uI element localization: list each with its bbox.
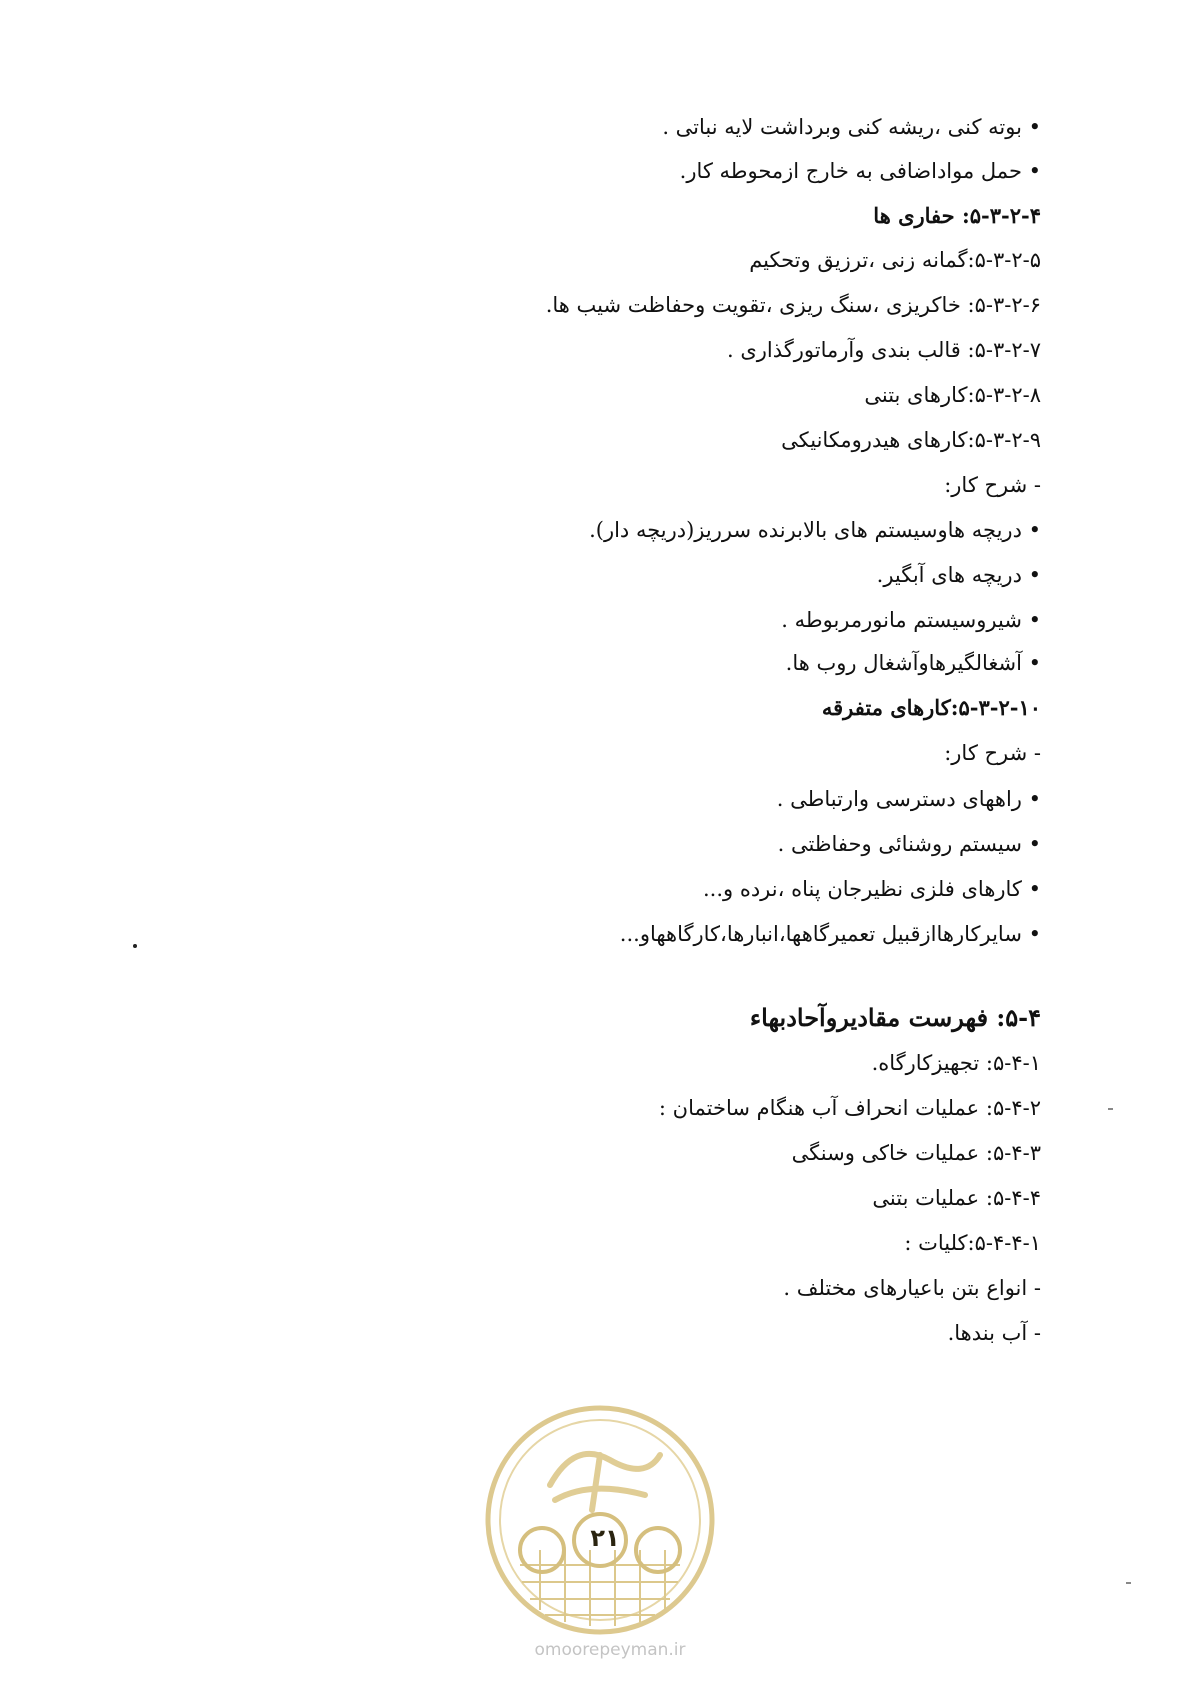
subsection-title: ۵-۴-۱: تجهیزکارگاه. bbox=[871, 1051, 1041, 1075]
list-item: • حمل مواداضافی به خارج ازمحوطه کار. bbox=[679, 159, 1041, 183]
subsection-title: ۵-۴-۴-۱:کلیات : bbox=[904, 1231, 1041, 1255]
page-number: ۲۱ bbox=[590, 1524, 620, 1552]
list-item: • راههای دسترسی وارتباطی . bbox=[776, 787, 1041, 811]
list-item: • سیستم روشنائی وحفاظتی . bbox=[777, 832, 1041, 856]
work-description-label: - شرح کار: bbox=[944, 741, 1041, 765]
subsection-title: ۵-۴-۴: عملیات بتنی bbox=[872, 1186, 1041, 1210]
subsection-title: ۵-۳-۲-۱۰:کارهای متفرقه bbox=[821, 695, 1041, 720]
watermark-url: omoorepeyman.ir bbox=[534, 1640, 686, 1660]
list-item: • بوته کنی ،ریشه کنی وبرداشت لایه نباتی . bbox=[662, 115, 1041, 139]
subsection-title: ۵-۳-۲-۹:کارهای هیدرومکانیکی bbox=[781, 428, 1041, 452]
subsection-title: ۵-۴-۲: عملیات انحراف آب هنگام ساختمان : bbox=[658, 1096, 1041, 1120]
scan-speck bbox=[1108, 1108, 1113, 1110]
list-item: - انواع بتن باعیارهای مختلف . bbox=[783, 1276, 1041, 1300]
subsection-title: ۵-۳-۲-۴: حفاری ها bbox=[873, 203, 1041, 228]
stray-dot bbox=[133, 944, 137, 948]
subsection-title: ۵-۳-۲-۵:گمانه زنی ،ترزیق وتحکیم bbox=[749, 248, 1041, 272]
section-heading: ۵-۴: فهرست مقادیروآحادبهاء bbox=[749, 1003, 1041, 1032]
list-item: • دریچه های آبگیر. bbox=[876, 563, 1041, 587]
subsection-title: ۵-۳-۲-۸:کارهای بتنی bbox=[864, 383, 1041, 407]
watermark-seal-icon bbox=[480, 1400, 720, 1640]
work-description-label: - شرح کار: bbox=[944, 473, 1041, 497]
subsection-title: ۵-۳-۲-۷: قالب بندی وآرماتورگذاری . bbox=[727, 338, 1041, 362]
list-item: • سایرکارهاازقبیل تعمیرگاهها،انبارها،کارگاههاو... bbox=[619, 922, 1041, 946]
list-item: • آشغالگیرهاوآشغال روب ها. bbox=[785, 651, 1041, 675]
list-item: • دریچه هاوسیستم های بالابرنده سرریز(دریچه دار). bbox=[589, 518, 1041, 542]
list-item: • شیروسیستم مانورمربوطه . bbox=[781, 608, 1041, 632]
subsection-title: ۵-۴-۳: عملیات خاکی وسنگی bbox=[791, 1141, 1041, 1165]
scan-speck bbox=[1126, 1582, 1131, 1584]
list-item: - آب بندها. bbox=[947, 1321, 1041, 1345]
subsection-title: ۵-۳-۲-۶: خاکریزی ،سنگ ریزی ،تقویت وحفاظت شیب ها. bbox=[545, 293, 1041, 317]
list-item: • کارهای فلزی نظیرجان پناه ،نرده و... bbox=[702, 877, 1041, 901]
